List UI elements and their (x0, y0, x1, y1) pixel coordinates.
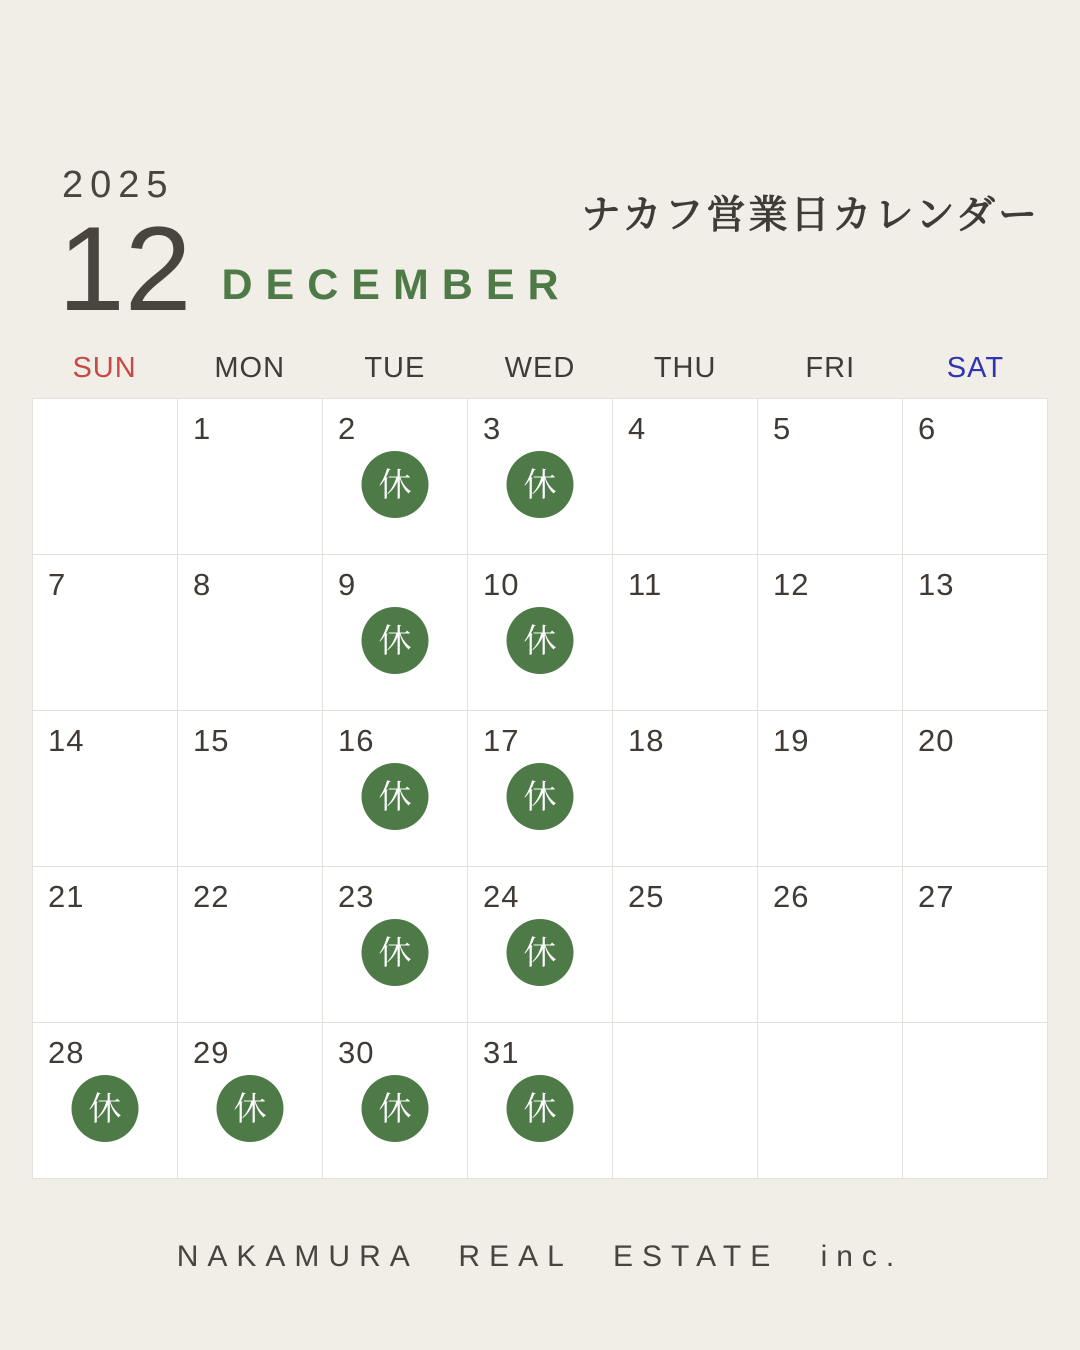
date-number: 26 (773, 879, 810, 914)
date-number: 3 (483, 411, 502, 446)
calendar-cell (178, 555, 322, 710)
calendar-cell (758, 555, 902, 710)
date-number: 13 (918, 567, 955, 602)
month-header (58, 202, 572, 336)
calendar-cell (323, 867, 467, 1022)
date-number: 22 (193, 879, 230, 914)
month-name: DECEMBER (221, 261, 572, 309)
calendar-cell (178, 867, 322, 1022)
date-number: 21 (48, 879, 85, 914)
date-number: 31 (483, 1035, 520, 1070)
weekday-sat: SAT (946, 352, 1005, 384)
date-number: 2 (338, 411, 357, 446)
closed-day-badge: 休 (72, 1075, 139, 1142)
calendar-cell (613, 867, 757, 1022)
calendar-cell (468, 1023, 612, 1178)
company-name: NAKAMURA REAL ESTATE inc. (176, 1240, 904, 1273)
weekday-row (32, 352, 1048, 385)
date-number: 1 (193, 411, 212, 446)
calendar-cell (323, 399, 467, 554)
calendar-cell (903, 555, 1047, 710)
calendar-cell (613, 711, 757, 866)
calendar-cell (33, 399, 177, 554)
month-number: 12 (58, 202, 192, 336)
calendar-cell (33, 711, 177, 866)
date-number: 24 (483, 879, 520, 914)
date-number: 10 (483, 567, 520, 602)
closed-day-badge: 休 (362, 763, 429, 830)
date-number: 5 (773, 411, 792, 446)
calendar-cell (178, 1023, 322, 1178)
calendar-cell (33, 555, 177, 710)
year-label: 2025 (62, 164, 175, 206)
weekday-fri: FRI (805, 352, 856, 384)
date-number: 7 (48, 567, 67, 602)
calendar-cell (613, 1023, 757, 1178)
weekday-sun: SUN (72, 352, 137, 384)
calendar-cell (903, 867, 1047, 1022)
calendar-cell (758, 399, 902, 554)
date-number: 19 (773, 723, 810, 758)
calendar-cell (33, 1023, 177, 1178)
calendar-grid (32, 398, 1048, 1179)
date-number: 27 (918, 879, 955, 914)
date-number: 30 (338, 1035, 375, 1070)
calendar-cell (758, 867, 902, 1022)
closed-day-badge: 休 (217, 1075, 284, 1142)
closed-day-badge: 休 (507, 1075, 574, 1142)
weekday-tue: TUE (364, 352, 426, 384)
date-number: 11 (628, 567, 663, 602)
calendar-cell (903, 711, 1047, 866)
date-number: 28 (48, 1035, 85, 1070)
closed-day-badge: 休 (362, 451, 429, 518)
date-number: 29 (193, 1035, 230, 1070)
closed-day-badge: 休 (507, 919, 574, 986)
date-number: 9 (338, 567, 357, 602)
date-number: 8 (193, 567, 212, 602)
closed-day-badge: 休 (507, 763, 574, 830)
calendar-cell (903, 1023, 1047, 1178)
calendar-title: ナカフ営業日カレンダー (581, 194, 1040, 237)
date-number: 12 (773, 567, 810, 602)
calendar-cell (613, 399, 757, 554)
calendar-cell (323, 711, 467, 866)
closed-day-badge: 休 (362, 1075, 429, 1142)
date-number: 23 (338, 879, 375, 914)
calendar-cell (903, 399, 1047, 554)
calendar-cell (613, 555, 757, 710)
date-number: 18 (628, 723, 665, 758)
closed-day-badge: 休 (507, 451, 574, 518)
closed-day-badge: 休 (362, 607, 429, 674)
date-number: 6 (918, 411, 937, 446)
calendar-cell (468, 867, 612, 1022)
date-number: 20 (918, 723, 955, 758)
date-number: 14 (48, 723, 85, 758)
calendar-cell (178, 399, 322, 554)
date-number: 16 (338, 723, 375, 758)
closed-day-badge: 休 (507, 607, 574, 674)
calendar-cell (468, 555, 612, 710)
weekday-thu: THU (653, 352, 717, 384)
calendar-cell (178, 711, 322, 866)
date-number: 25 (628, 879, 665, 914)
calendar-cell (758, 711, 902, 866)
calendar-cell (323, 555, 467, 710)
calendar-cell (758, 1023, 902, 1178)
date-number: 15 (193, 723, 230, 758)
calendar-cell (33, 867, 177, 1022)
date-number: 4 (628, 411, 647, 446)
closed-day-badge: 休 (362, 919, 429, 986)
weekday-wed: WED (504, 352, 576, 384)
calendar-cell (323, 1023, 467, 1178)
calendar-cell (468, 711, 612, 866)
weekday-mon: MON (214, 352, 286, 384)
date-number: 17 (483, 723, 520, 758)
calendar-cell (468, 399, 612, 554)
